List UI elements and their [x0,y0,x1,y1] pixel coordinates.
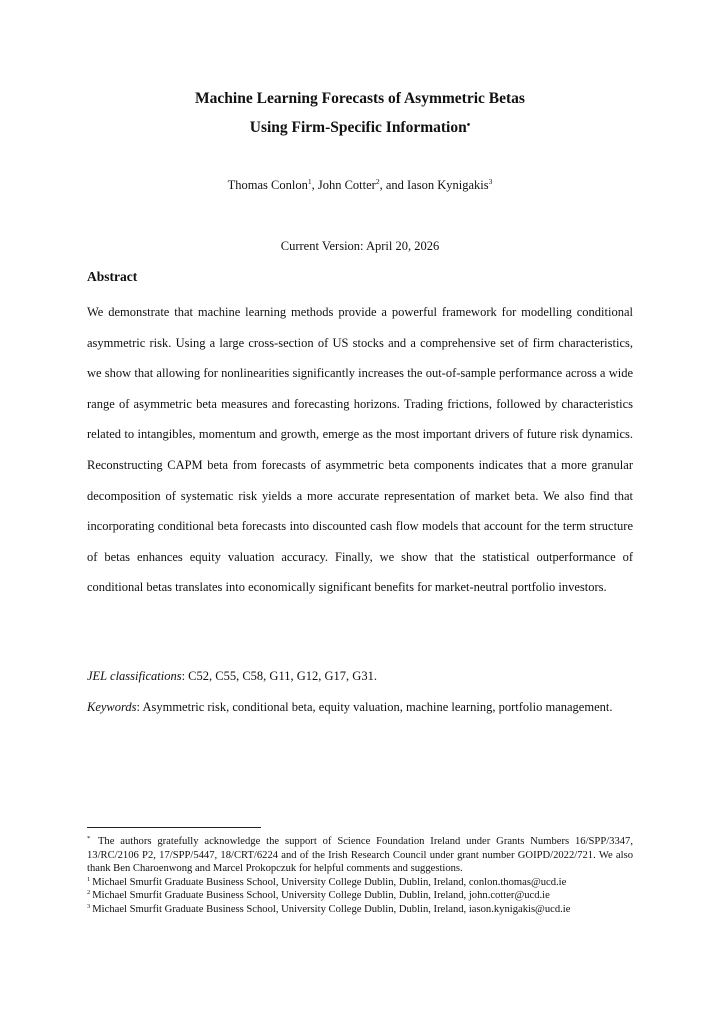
footnote-acknowledgement [87,835,633,876]
author-affiliation-mark: 3 [488,177,493,186]
author-separator: , and [379,178,408,192]
keywords [87,692,633,723]
footnote-text: The authors gratefully acknowledge the support of Science Foundation Ireland under Grants Numbers 16/SPP/3347, 13/RC/2106 P2, 17/SPP/5447, 18/CRT/6224 and of the Irish Research Council under grant number GOIPD/2022/721. We also thank Ben Charoenwong and Marcel Prokopczuk for helpful comments and suggestions. [87,836,633,875]
author-affiliation-mark: 2 [375,177,380,186]
footnote-text: Michael Smurfit Graduate Business School, University College Dublin, Dublin, Ireland, conlon.thomas@ucd.ie [92,876,567,888]
footnote-mark: 3 [87,902,91,910]
abstract-body: We demonstrate that machine learning methods provide a powerful framework for modelling conditional asymmetric risk. Using a large cross-section of US stocks and a comprehensive set of firm characteristics, we show that allowing for nonlinearities significantly increases the out-of-sample performance across a wide range of asymmetric beta measures and forecasting horizons. Trading frictions, followed by characteristics related to intangibles, momentum and growth, emerge as the most important drivers of future risk dynamics. Reconstructing CAPM beta from forecasts of asymmetric beta components indicates that a more granular decomposition of systematic risk yields a more accurate representation of market beta. We also find that incorporating conditional beta forecasts into discounted cash flow models that account for the term structure of betas enhances equity valuation accuracy. Finally, we show that the statistical outperformance of conditional betas translates into economically significant benefits for market-neutral portfolio investors. [87,305,633,595]
jel-codes: : C52, C55, C58, G11, G12, G17, G31. [181,669,377,683]
author-name: Thomas Conlon [227,178,308,192]
author-1 [228,178,318,192]
footnote-mark: 2 [87,889,91,897]
author-separator: , [311,178,318,192]
author-list [0,177,720,193]
jel-label: JEL classifications [87,669,182,683]
abstract-heading: Abstract [87,269,138,284]
title-footnote-marker: • [466,120,471,131]
footnotes [87,835,633,917]
footnote-text: Michael Smurfit Graduate Business School, University College Dublin, Dublin, Ireland, iason.kynigakis@ucd.ie [92,903,571,915]
footnote-mark: * [87,835,91,842]
footnote-affiliation-3 [87,903,633,917]
keywords-label: Keywords [87,700,137,714]
paper-title-line-1 [0,89,720,109]
footnote-separator [87,827,261,828]
keywords-list: : Asymmetric risk, conditional beta, equity valuation, machine learning, portfolio management. [136,700,613,714]
author-name: Iason Kynigakis [407,178,489,192]
paper-title-line-2 [0,118,720,138]
footnote-text: Michael Smurfit Graduate Business School, University College Dublin, Dublin, Ireland, john.cotter@ucd.ie [92,890,550,902]
footnote-affiliation-1 [87,876,633,890]
author-affiliation-mark: 1 [307,177,312,186]
author-3 [407,178,492,192]
title-text-1: Machine Learning Forecasts of Asymmetric Betas [195,90,525,107]
footnote-mark: 1 [87,875,91,883]
jel-classifications [87,661,633,692]
footnote-affiliation-2 [87,889,633,903]
title-text-2: Using Firm-Specific Information [249,119,467,136]
author-2 [318,178,407,192]
author-name: John Cotter [317,178,376,192]
version-date: Current Version: April 20, 2026 [280,239,440,253]
